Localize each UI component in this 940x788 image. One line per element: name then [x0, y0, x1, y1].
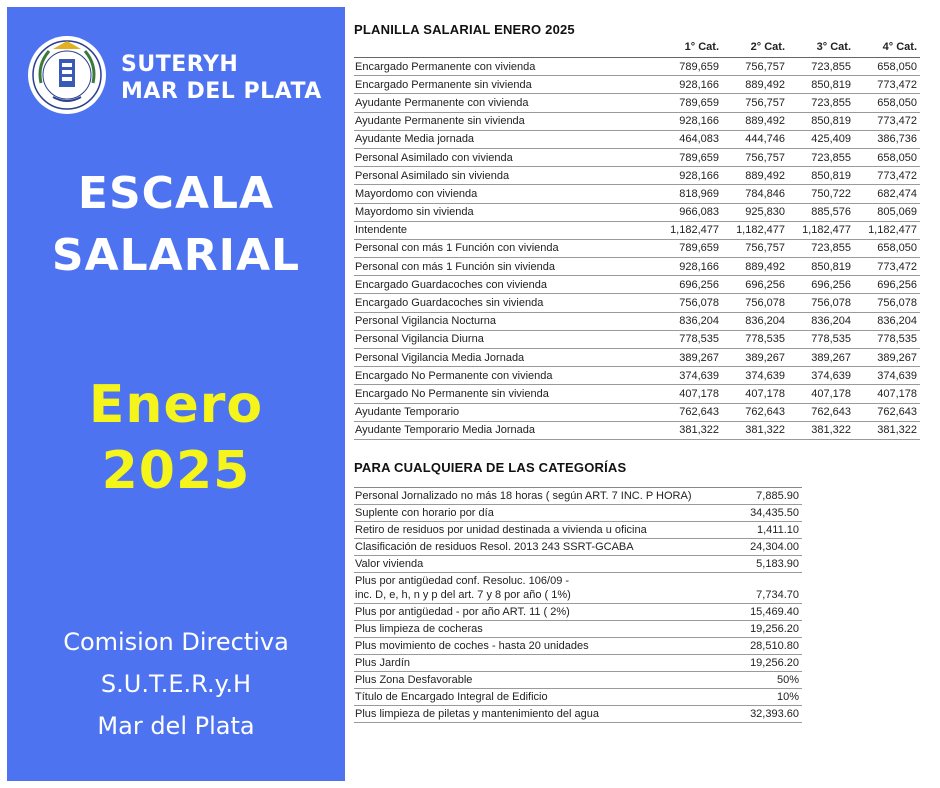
cell-cat-3: 836,204 — [788, 312, 854, 330]
table-row — [354, 330, 920, 348]
table-row — [354, 203, 920, 221]
title-line1: ESCALA — [77, 168, 275, 219]
table-row — [354, 538, 802, 555]
title-line2: SALARIAL — [51, 230, 301, 281]
row-amount: 7,885.90 — [708, 487, 802, 504]
cell-cat-4: 658,050 — [854, 239, 920, 257]
table-row — [354, 385, 920, 403]
row-label-line: Título de Encargado Integral de Edificio — [355, 690, 548, 703]
row-label — [354, 620, 708, 637]
cell-cat-3: 374,639 — [788, 367, 854, 385]
row-label: Encargado Permanente sin vivienda — [354, 76, 656, 94]
cell-cat-2: 836,204 — [722, 312, 788, 330]
row-amount: 19,256.20 — [708, 620, 802, 637]
other-table — [354, 487, 802, 723]
row-label: Encargado Guardacoches sin vivienda — [354, 294, 656, 312]
table-row — [354, 294, 920, 312]
cell-cat-3: 723,855 — [788, 239, 854, 257]
cell-cat-1: 928,166 — [656, 76, 722, 94]
row-label: Personal Asimilado con vivienda — [354, 148, 656, 166]
cell-cat-1: 381,322 — [656, 421, 722, 439]
cell-cat-4: 778,535 — [854, 330, 920, 348]
row-label: Encargado Permanente con vivienda — [354, 58, 656, 76]
poster-year: 2025 — [101, 441, 251, 501]
cell-cat-4: 658,050 — [854, 94, 920, 112]
footer-line3: Mar del Plata — [97, 712, 255, 740]
cell-cat-2: 381,322 — [722, 421, 788, 439]
row-label-line: Plus Jardín — [355, 656, 411, 669]
cell-cat-1: 928,166 — [656, 258, 722, 276]
row-label-line: Valor vivienda — [355, 557, 424, 570]
cell-cat-3: 850,819 — [788, 76, 854, 94]
table-row — [354, 620, 802, 637]
table-row — [354, 705, 802, 722]
cell-cat-3: 425,409 — [788, 130, 854, 148]
cell-cat-1: 818,969 — [656, 185, 722, 203]
cell-cat-1: 928,166 — [656, 112, 722, 130]
row-label: Ayudante Permanente con vivienda — [354, 94, 656, 112]
cell-cat-4: 389,267 — [854, 349, 920, 367]
cell-cat-4: 773,472 — [854, 258, 920, 276]
row-label: Mayordomo con vivienda — [354, 185, 656, 203]
cell-cat-1: 374,639 — [656, 367, 722, 385]
row-label: Personal Vigilancia Diurna — [354, 330, 656, 348]
table-row — [354, 239, 920, 257]
cell-cat-2: 374,639 — [722, 367, 788, 385]
cell-cat-2: 1,182,477 — [722, 221, 788, 239]
cell-cat-4: 773,472 — [854, 76, 920, 94]
table-row — [354, 654, 802, 671]
table-row — [354, 349, 920, 367]
row-label: Mayordomo sin vivienda — [354, 203, 656, 221]
cell-cat-2: 762,643 — [722, 403, 788, 421]
row-amount: 50% — [708, 671, 802, 688]
cell-cat-1: 389,267 — [656, 349, 722, 367]
table-row — [354, 148, 920, 166]
cell-cat-4: 696,256 — [854, 276, 920, 294]
cell-cat-3: 389,267 — [788, 349, 854, 367]
poster-month: Enero — [88, 375, 264, 435]
table-row — [354, 112, 920, 130]
row-label — [354, 671, 708, 688]
row-amount: 10% — [708, 688, 802, 705]
row-label: Ayudante Permanente sin vivienda — [354, 112, 656, 130]
cell-cat-4: 773,472 — [854, 167, 920, 185]
cell-cat-3: 381,322 — [788, 421, 854, 439]
table-row — [354, 403, 920, 421]
row-label — [354, 487, 708, 504]
cell-cat-3: 850,819 — [788, 258, 854, 276]
row-label — [354, 705, 708, 722]
footer-line1: Comision Directiva — [63, 628, 289, 656]
table-row — [354, 130, 920, 148]
row-label-line: Plus por antigüedad conf. Resoluc. 106/09 - — [355, 574, 570, 587]
cell-cat-4: 756,078 — [854, 294, 920, 312]
row-label: Personal con más 1 Función con vivienda — [354, 239, 656, 257]
cell-cat-1: 966,083 — [656, 203, 722, 221]
table-row — [354, 572, 802, 603]
cell-cat-2: 925,830 — [722, 203, 788, 221]
cell-cat-4: 386,736 — [854, 130, 920, 148]
row-label: Ayudante Media jornada — [354, 130, 656, 148]
cell-cat-2: 756,078 — [722, 294, 788, 312]
header-cat-2: 2° Cat. — [722, 37, 788, 58]
cell-cat-3: 723,855 — [788, 148, 854, 166]
cell-cat-1: 756,078 — [656, 294, 722, 312]
cell-cat-3: 723,855 — [788, 94, 854, 112]
cell-cat-1: 696,256 — [656, 276, 722, 294]
row-label — [354, 521, 708, 538]
cell-cat-1: 464,083 — [656, 130, 722, 148]
poster-footer — [7, 621, 345, 747]
table-row — [354, 504, 802, 521]
table-row — [354, 276, 920, 294]
cell-cat-1: 789,659 — [656, 58, 722, 76]
poster-title — [7, 163, 345, 287]
row-label-line: Retiro de residuos por unidad destinada a vivienda u oficina — [355, 523, 647, 536]
row-label-line: Plus movimiento de coches - hasta 20 unidades — [355, 639, 589, 652]
cell-cat-2: 756,757 — [722, 94, 788, 112]
table-row — [354, 94, 920, 112]
header-cat-3: 3° Cat. — [788, 37, 854, 58]
row-amount: 28,510.80 — [708, 637, 802, 654]
cell-cat-2: 407,178 — [722, 385, 788, 403]
cell-cat-3: 1,182,477 — [788, 221, 854, 239]
table-row — [354, 521, 802, 538]
row-label — [354, 538, 708, 555]
cell-cat-3: 850,819 — [788, 167, 854, 185]
row-label — [354, 572, 708, 603]
cell-cat-2: 889,492 — [722, 167, 788, 185]
cell-cat-3: 850,819 — [788, 112, 854, 130]
row-amount: 34,435.50 — [708, 504, 802, 521]
row-label: Ayudante Temporario — [354, 403, 656, 421]
cell-cat-1: 762,643 — [656, 403, 722, 421]
cell-cat-2: 696,256 — [722, 276, 788, 294]
row-label — [354, 637, 708, 654]
cell-cat-3: 756,078 — [788, 294, 854, 312]
cell-cat-2: 784,846 — [722, 185, 788, 203]
table-row — [354, 58, 920, 76]
row-label — [354, 555, 708, 572]
cell-cat-3: 696,256 — [788, 276, 854, 294]
footer-line2: S.U.T.E.R.y.H — [100, 670, 252, 698]
row-label-line: Plus por antigüedad - por año ART. 11 ( 2%) — [355, 605, 570, 618]
cell-cat-4: 374,639 — [854, 367, 920, 385]
cell-cat-1: 407,178 — [656, 385, 722, 403]
cell-cat-4: 805,069 — [854, 203, 920, 221]
cell-cat-4: 682,474 — [854, 185, 920, 203]
cell-cat-3: 723,855 — [788, 58, 854, 76]
table-row — [354, 487, 802, 504]
row-amount: 24,304.00 — [708, 538, 802, 555]
union-logo-icon — [27, 35, 107, 115]
cell-cat-3: 750,722 — [788, 185, 854, 203]
row-label: Personal Vigilancia Nocturna — [354, 312, 656, 330]
salary-table-header — [354, 37, 920, 58]
cell-cat-4: 762,643 — [854, 403, 920, 421]
cell-cat-1: 778,535 — [656, 330, 722, 348]
cell-cat-1: 789,659 — [656, 239, 722, 257]
row-label: Personal Asimilado sin vivienda — [354, 167, 656, 185]
table-row — [354, 671, 802, 688]
row-label: Intendente — [354, 221, 656, 239]
cell-cat-4: 836,204 — [854, 312, 920, 330]
poster-date — [7, 372, 345, 504]
cell-cat-2: 756,757 — [722, 148, 788, 166]
row-label — [354, 654, 708, 671]
cell-cat-1: 789,659 — [656, 94, 722, 112]
table-row — [354, 367, 920, 385]
table-row — [354, 555, 802, 572]
cell-cat-3: 407,178 — [788, 385, 854, 403]
row-label-line: Personal Jornalizado no más 18 horas ( según ART. 7 INC. P HORA) — [355, 489, 692, 502]
row-label-line: Clasificación de residuos Resol. 2013 243 SSRT-GCABA — [355, 540, 634, 553]
cell-cat-2: 889,492 — [722, 112, 788, 130]
cell-cat-4: 1,182,477 — [854, 221, 920, 239]
table-row — [354, 258, 920, 276]
row-label-line: Plus limpieza de piletas y mantenimiento del agua — [355, 707, 599, 720]
poster-panel — [7, 7, 345, 781]
cell-cat-3: 762,643 — [788, 403, 854, 421]
row-amount: 5,183.90 — [708, 555, 802, 572]
table-row — [354, 167, 920, 185]
header-cat-1: 1° Cat. — [656, 37, 722, 58]
cell-cat-4: 658,050 — [854, 148, 920, 166]
cell-cat-4: 773,472 — [854, 112, 920, 130]
cell-cat-1: 836,204 — [656, 312, 722, 330]
row-label — [354, 504, 708, 521]
table-row — [354, 312, 920, 330]
table-row — [354, 221, 920, 239]
cell-cat-2: 778,535 — [722, 330, 788, 348]
table-row — [354, 76, 920, 94]
salary-table-title: PLANILLA SALARIAL ENERO 2025 — [354, 22, 575, 37]
row-label-line: Plus limpieza de cocheras — [355, 622, 483, 635]
cell-cat-2: 389,267 — [722, 349, 788, 367]
row-label: Encargado No Permanente con vivienda — [354, 367, 656, 385]
row-label: Personal con más 1 Función sin vivienda — [354, 258, 656, 276]
cell-cat-2: 889,492 — [722, 258, 788, 276]
cell-cat-4: 658,050 — [854, 58, 920, 76]
table-row — [354, 688, 802, 705]
header-cat-4: 4° Cat. — [854, 37, 920, 58]
cell-cat-1: 1,182,477 — [656, 221, 722, 239]
cell-cat-2: 756,757 — [722, 239, 788, 257]
salary-document — [354, 22, 920, 723]
org-name-line2: MAR DEL PLATA — [121, 79, 322, 104]
cell-cat-2: 889,492 — [722, 76, 788, 94]
row-label-line: Plus Zona Desfavorable — [355, 673, 473, 686]
cell-cat-3: 885,576 — [788, 203, 854, 221]
row-label — [354, 603, 708, 620]
row-label: Encargado Guardacoches con vivienda — [354, 276, 656, 294]
row-label: Ayudante Temporario Media Jornada — [354, 421, 656, 439]
table-row — [354, 185, 920, 203]
row-label: Encargado No Permanente sin vivienda — [354, 385, 656, 403]
table-row — [354, 421, 920, 439]
row-amount: 15,469.40 — [708, 603, 802, 620]
header-category — [354, 37, 656, 58]
row-amount: 1,411.10 — [708, 521, 802, 538]
salary-table — [354, 37, 920, 440]
org-name-line1: SUTERYH — [121, 52, 239, 77]
row-label: Personal Vigilancia Media Jornada — [354, 349, 656, 367]
row-label-line: Suplente con horario por día — [355, 506, 494, 519]
cell-cat-1: 928,166 — [656, 167, 722, 185]
other-table-title: PARA CUALQUIERA DE LAS CATEGORÍAS — [354, 459, 627, 475]
row-amount: 7,734.70 — [708, 572, 802, 603]
cell-cat-2: 756,757 — [722, 58, 788, 76]
cell-cat-3: 778,535 — [788, 330, 854, 348]
row-amount: 32,393.60 — [708, 705, 802, 722]
org-name — [121, 51, 322, 105]
table-row — [354, 603, 802, 620]
cell-cat-1: 789,659 — [656, 148, 722, 166]
table-row — [354, 637, 802, 654]
row-label-line2: inc. D, e, h, n y p del art. 7 y 8 por año ( 1%) — [355, 588, 571, 601]
cell-cat-4: 381,322 — [854, 421, 920, 439]
row-label — [354, 688, 708, 705]
cell-cat-2: 444,746 — [722, 130, 788, 148]
cell-cat-4: 407,178 — [854, 385, 920, 403]
row-amount: 19,256.20 — [708, 654, 802, 671]
